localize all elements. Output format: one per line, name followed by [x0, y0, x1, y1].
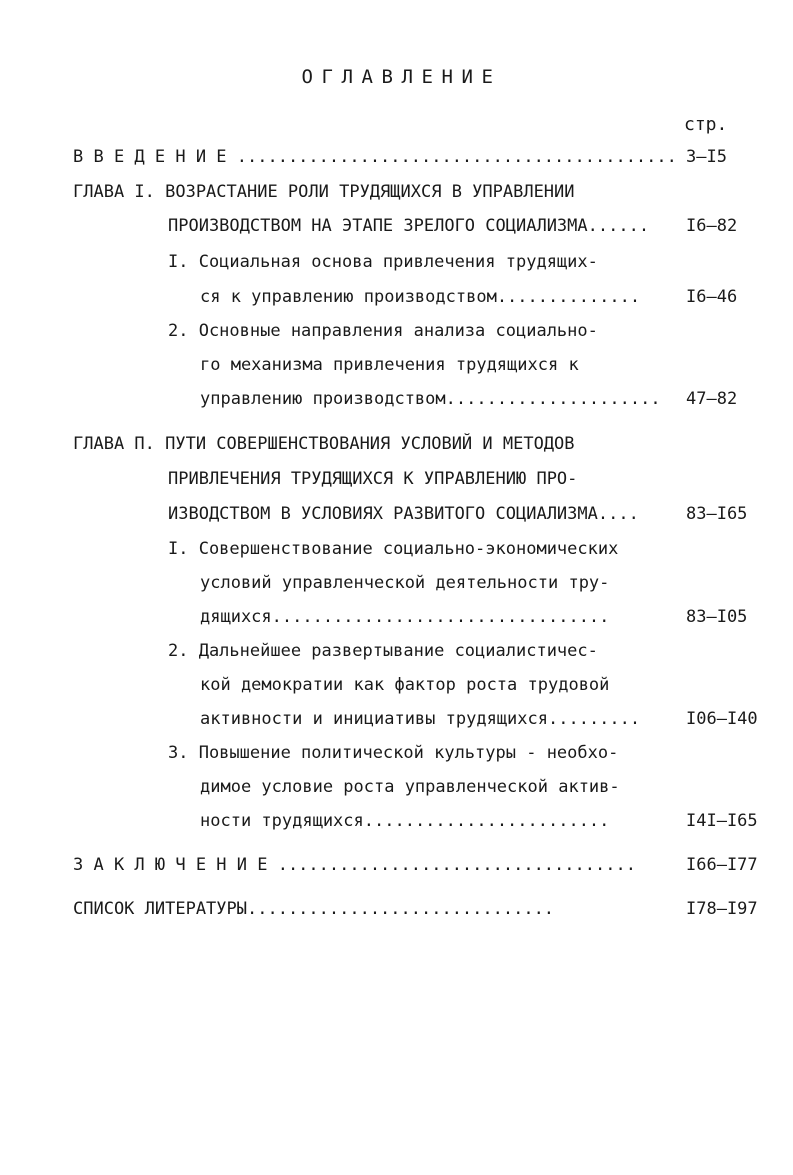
toc-entry-title: В В Е Д Е Н И Е [73, 147, 227, 167]
toc-entry-section-2-1[interactable] [168, 536, 618, 562]
toc-entry-section-2-2-cont2[interactable] [200, 706, 640, 732]
toc-entry-section-2-3-cont[interactable] [200, 774, 620, 800]
leader-dots: .............................. [247, 899, 555, 919]
toc-entry-title: З А К Л Ю Ч Е Н И Е [73, 855, 268, 875]
toc-entry-title: ности трудящихся [200, 811, 364, 831]
toc-entry-section-1-1[interactable] [168, 249, 598, 275]
toc-entry-title: ПРОИЗВОДСТВОМ НА ЭТАПЕ ЗРЕЛОГО СОЦИАЛИЗМА [168, 216, 588, 236]
toc-entry-introduction[interactable] [73, 144, 677, 170]
toc-entry-title: димое условие роста управленческой актив- [200, 777, 620, 797]
toc-entry-chapter-2-cont[interactable] [168, 466, 577, 492]
toc-page-range: I06–I40 [686, 709, 758, 729]
toc-entry-title: активности и инициативы трудящихся [200, 709, 548, 729]
toc-entry-title: кой демократии как фактор роста трудовой [200, 675, 610, 695]
toc-entry-section-2-3[interactable] [168, 740, 618, 766]
leader-dots: .............. [496, 287, 641, 307]
toc-entry-title: ИЗВОДСТВОМ В УСЛОВИЯХ РАЗВИТОГО СОЦИАЛИЗМА [168, 504, 598, 524]
toc-page-range: 83–I05 [686, 607, 748, 627]
leader-dots: ......... [548, 709, 641, 729]
toc-entry-title: 2. Основные направления анализа социально- [168, 321, 598, 341]
toc-page-range: I6–82 [686, 216, 738, 236]
toc-entry-section-1-1-cont[interactable] [200, 284, 640, 310]
toc-entry-title: СПИСОК ЛИТЕРАТУРЫ [73, 899, 247, 919]
toc-entry-title: ГЛАВА П. ПУТИ СОВЕРШЕНСТВОВАНИЯ УСЛОВИЙ И МЕТОДОВ [73, 434, 575, 454]
toc-entry-section-2-1-cont2[interactable] [200, 604, 609, 630]
toc-entry-title: I. Совершенствование социально-экономических [168, 539, 619, 559]
toc-page-range: I6–46 [686, 287, 738, 307]
toc-entry-section-2-2[interactable] [168, 638, 598, 664]
pages-column-label: стр. [684, 114, 728, 135]
toc-page-range: I4I–I65 [686, 811, 758, 831]
leader-dots: ................................ [281, 607, 610, 627]
toc-page-range: I78–I97 [686, 899, 758, 919]
toc-entry-title: го механизма привлечения трудящихся к [200, 355, 579, 375]
leader-dots: ........................ [363, 811, 610, 831]
toc-entry-section-1-2[interactable] [168, 318, 598, 344]
toc-entry-chapter-2-cont2[interactable] [168, 501, 639, 527]
toc-entry-title: ГЛАВА I. ВОЗРАСТАНИЕ РОЛИ ТРУДЯЩИХСЯ В УПРАВЛЕНИИ [73, 182, 575, 202]
toc-entry-bibliography[interactable] [73, 896, 554, 922]
toc-entry-chapter-1[interactable] [73, 179, 575, 205]
toc-entry-title: ся к управлению производством [200, 287, 497, 307]
toc-entry-chapter-1-cont[interactable] [168, 213, 649, 239]
toc-entry-title: условий управленческой деятельности тру- [200, 573, 610, 593]
toc-entry-title: ПРИВЛЕЧЕНИЯ ТРУДЯЩИХСЯ К УПРАВЛЕНИЮ ПРО- [168, 469, 578, 489]
toc-page-range: I66–I77 [686, 855, 758, 875]
page-title: ОГЛАВЛЕНИЕ [301, 66, 502, 88]
toc-entry-section-2-3-cont2[interactable] [200, 808, 609, 834]
toc-entry-title: управлению производством [200, 389, 446, 409]
toc-entry-section-2-2-cont[interactable] [200, 672, 609, 698]
leader-dots: ........................................... [226, 147, 677, 167]
toc-entry-section-1-2-cont[interactable] [200, 352, 579, 378]
leader-dots: ...... [587, 216, 650, 236]
toc-entry-section-1-2-cont2[interactable] [200, 386, 661, 412]
toc-page-range: 47–82 [686, 389, 738, 409]
toc-entry-chapter-2[interactable] [73, 431, 575, 457]
toc-page-range: 83–I65 [686, 504, 748, 524]
toc-entry-title: 2. Дальнейшее развертывание социалистичес- [168, 641, 598, 661]
toc-entry-section-2-1-cont[interactable] [200, 570, 609, 596]
leader-dots: .... [597, 504, 639, 524]
leader-dots: ................................... [267, 855, 636, 875]
toc-entry-title: дящихся. [200, 607, 282, 627]
toc-entry-conclusion[interactable] [73, 852, 636, 878]
leader-dots: ..................... [445, 389, 661, 409]
toc-page-range: 3–I5 [686, 147, 727, 167]
toc-entry-title: 3. Повышение политической культуры - необхо- [168, 743, 619, 763]
toc-entry-title: I. Социальная основа привлечения трудящих- [168, 252, 598, 272]
